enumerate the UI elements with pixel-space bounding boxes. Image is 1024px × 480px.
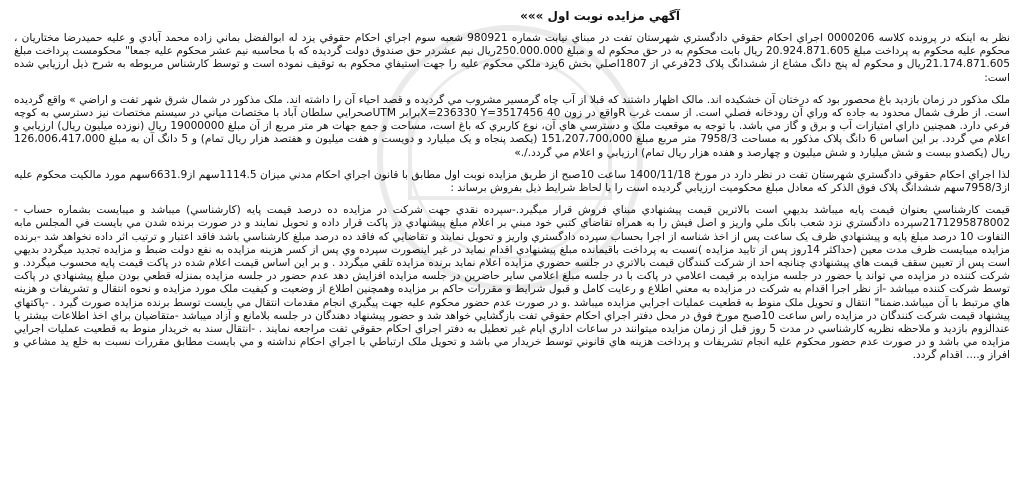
notice-title: آگهي مزايده نوبت اول »»»	[520, 9, 680, 23]
paragraph-auction-terms: قيمت کارشناسي بعنوان قيمت پايه ميباشد بديهي است بالاترين قيمت پيشنهادي مبناي فروش قرار ميگيرد.-سپرده نقدي جهت شرکت در مزايده ده درصد قيمت پايه (کارشناسي) ميباشد و ميبايست بشماره حساب - 2171295878002سپرده دادگستري نزد شعب بانک ملي واريز و اصل فيش را به همراه تقاضاي کتبي خود مبني بر اعلام مبلغ پيشنهادي در پاکت قرار داده و تحويل نمايند و در صورت برنده شدن مي بايست في المجلس مابه التفاوت 10 درصد مبلغ پايه و پيشنهادي ظرف يک ساعت پس از اخذ شناسه از اجرا بحساب سپرده دادگستري واريز و تحويل نمايند و تقاضايي که فاقد ده درصد مبلغ کارشناسي باشد فاقد اعتبار و ترتيب اثر داده نخواهد شد -برنده مزايده ميبايست ظرف مدت معين (حداکثر 14روز پس از تاييد مزايده )نسبت به پرداخت باقيمانده مبلغ پيشنهادي اقدام نمايد در غير اينصورت سپرده وي پس از کسر هزينه مزايده به نفع دولت ضبط و مزايده تجديد ميگردد بديهي است پس از تعيين سقف قيمت هاي پيشنهادي چنانچه احد از شرکت کنندگان قيمت بالاتري در جلسه حضوري مزايده اعلام نمايد برنده مزايده تلقي ميگردد . و بر اين اساس قيمت اعلام شده در پاکت قيمت پايه محسوب ميگردد. و شرکت کننده در مزايده مي تواند يا حضور در جلسه مزايده بر قيمت اعلامي در پاکت با در جلسه مبلغ اعلامي ساير حاضرين در جلسه مزايده افزايش دهد عدم حضور در جلسه مزايده بمنزله قطعي بودن مبلغ پيشنهادي در پاکت توسط شرکت کننده ميباشد -از نظر اجرا اقدام به شرکت در مزايده به معني اطلاع و رعايت کامل و قبول شرايط و مقررات حاکم بر مزايده وهمچنين اطلاع از وضعيت و کيفيت ملک مورد مزايده و نحوه انتقال و تشريفات و هزينه هاي مرتبط با آن ميباشد.ضمنا" انتقال و تحويل ملک منوط به قطعيت عمليات اجرايي مزايده ميباشد .و در صورت عدم حضور محکوم عليه جهت پيگيري انجام مقدمات انتقال مي بايست توسط برنده مزايده صورت گيرد . -پاکتهاي پيشنهاد قيمت شرکت کنندگان در مزايده راس ساعت 10صبح مورخ فوق در محل دفتر اجراي احکام حقوقي تفت بازگشايي خواهد شد و حضور پيشنهاد دهندگان در جلسه بلامانع و آزاد ميباشد -متقاضيان براي اخذ اطلاعات بيشتر يا عندالزوم بازديد و ملاحظه نظريه کارشناسي در مدت 5 روز قبل از زمان مزايده ميتوانند در ساعات اداري ايام غير تعطيل به دفتر اجراي احکام حقوقي تفت مراجعه نمايند . -انتقال سند به خريدار منوط به قطعيت عمليات اجرايي مزايده مي باشد و در صورت عدم حضور محکوم عليه انجام تشريفات و پرداخت هزينه هاي قانوني توسط خريدار مي باشد و تحويل ملک ارتباطي با اجراي احکام نداشته و مي بايست مطابق مقررات نسبت به خلع يد مشاعي و افراز و.... اقدام گردد.	[14, 204, 1010, 362]
paragraph-property-description: ملک مذکور در زمان بازديد باغ محصور بود که درختان آن خشکيده اند. مالک اظهار داشتند که قبلا از آب چاه گرمسير مشروب مي گرديده و قصد احياء آن را داشته اند. ملک مذکور در شمال شرق شهر تفت و اراضي » واقع گرديده است. از طرف شمال محدود به جاده که وراي آن رودخانه فصلي است. از سمت غرب Rواقع در زون 40 X=236330 Y=3517456برابر UTMصحرايي سلطان آباد با مختصات مياني در سيستم مختصات نيز دسترسي به کوچه فرعي دارد. همچنين داراي امتيازات آب و برق و گاز مي باشد. با توجه به موقعيت ملک و دسترسي هاي آن، نوع کاربري که باغ است، مساحت و جمع جهات هر متر مربع از آن مبلغ 19000000 ريال (نوزده ميليون ريال) ارزيابي و اعلام مي گردد. بر اين اساس 6 دانگ پلاک مذکور به مساحت 7958/3 متر مربع مبلغ 151،207،700،000 (يکصد پنجاه و يک ميليارد و دويست و هفت ميليون و هفتصد هزار ريال تمام) و 5 دانگ آن به مبلغ 126،006،417،000 ريال (يکصدو بيست و شش ميليارد و شش ميليون و چهارصد و هفده هزار ريال تمام) ارزيابي و اعلام مي گردد./.»	[14, 93, 1011, 159]
paragraph-case-summary: نظر به اينکه در پرونده کلاسه 0000206 اجراي احکام حقوقي دادگستري شهرستان تفت در مبناي نيابت شماره 980921 شعبه سوم اجراي احکام حقوقي يزد له ابوالفضل بماني زاده محمد آبادي و عليه حميدرضا مختاريان ، محکوم عليه محکوم به پرداخت مبلغ 20.924.871.605 ريال بابت محکوم به در حق محکوم له و مبلغ 250.000.000ريال نيم عشردر حق صندوق دولت گرديده که با محاسبه نيم عشر محکوم عليه جمعا" محکومست پرداخت مبلغ 21.174.871.605ريال و محکوم له پنج دانگ مشاع از ششدانگ پلاک 23فرعي از 1807اصلي بخش 6يزد ملکي محکوم عليه را جهت استيفاي محکوم به توقيف نموده است و توسط کارشناس مربوطه به شرح ذيل ارزيابي شده است:	[14, 32, 1011, 84]
paragraph-auction-announcement: لذا اجراي احکام حقوقي دادگستري شهرستان تفت در نظر دارد در مورخ 1400/11/18 ساعت 10صبح از طريق مزايده نوبت اول مطابق با قانون اجراي احکام مدني ميزان 1114.5سهم از6631.9سهم مورد مالکيت محکوم عليه از7958/3سهم ششدانگ پلاک فوق الذکر که معادل مبلغ محکوميت ارزيابي گرديده است را با لحاظ شرايط ذيل بفروش برساند :	[14, 168, 1010, 195]
